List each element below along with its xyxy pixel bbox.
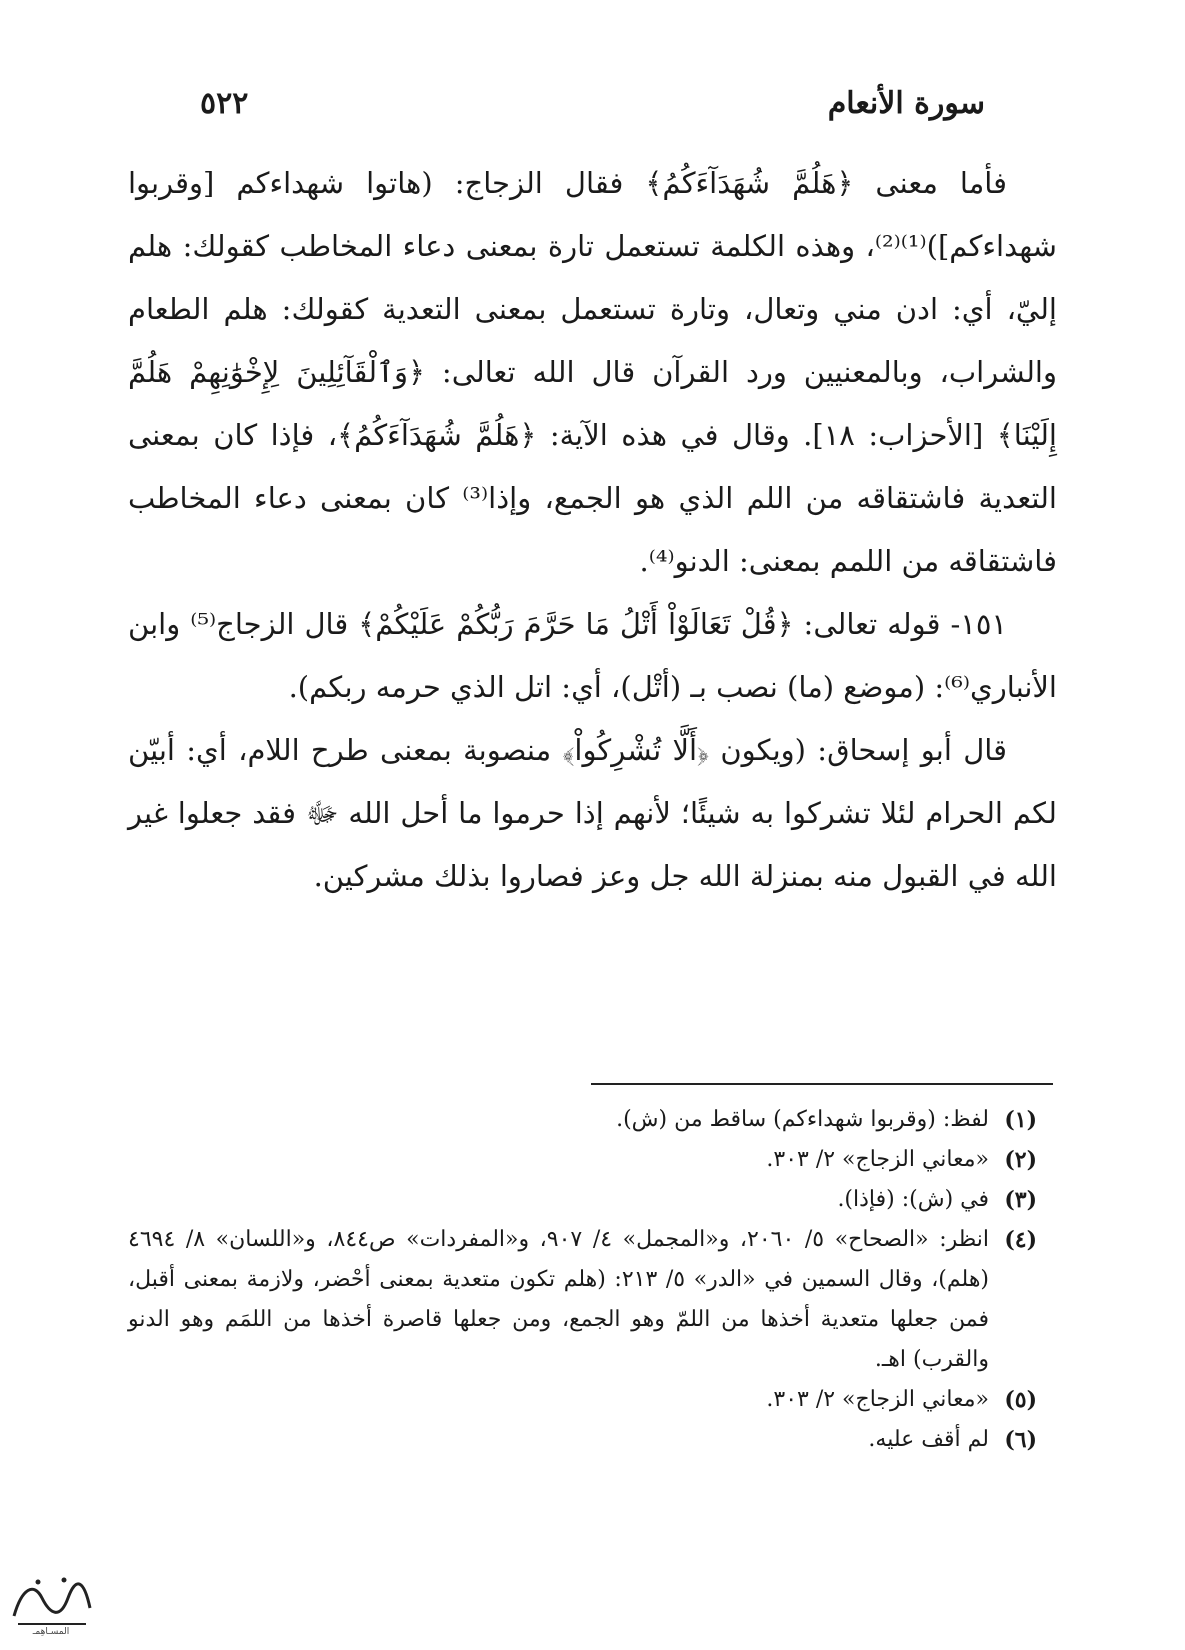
footnote-number: (٢) <box>1004 1147 1037 1173</box>
footnotes <box>128 1100 1037 1460</box>
footnote-text: في (ش): (فإذا). <box>837 1187 989 1212</box>
paragraph-verse-151: ١٥١- قوله تعالى: ﴿قُلْ تَعَالَوْاْ أَتْلُ مَا حَرَّمَ رَبُّكُمْ عَلَيْكُمْ﴾ قال الزجاج⁽⁵⁾ وابن الأنباري⁽⁶⁾: (موضع (ما) نصب بـ (أتْل)، أي: اتل الذي حرمه ربكم). <box>128 607 1057 704</box>
footnote-4 <box>128 1220 1037 1380</box>
footnote-1 <box>128 1100 1037 1140</box>
calligraphy-logo-icon <box>8 1568 94 1636</box>
page-number: ٥٢٢ <box>200 85 249 121</box>
footnote-number: (٣) <box>1004 1187 1037 1213</box>
footnote-6 <box>128 1420 1037 1460</box>
footnote-2 <box>128 1140 1037 1180</box>
footnote-number: (١) <box>1004 1107 1037 1133</box>
footnote-text: انظر: «الصحاح» ٥/ ٢٠٦٠، و«المجمل» ٤/ ٩٠٧، و«المفردات» ص٨٤٤، و«اللسان» ٨/ ٤٦٩٤ (هلم)، وقال السمين في «الدر» ٥/ ٢١٣: (هلم تكون متعدية بمعنى أحْضر، ولازمة بمعنى أقبل، فمن جعلها متعدية أخذها من اللمّ وهو الجمع، ومن جعلها قاصرة أخذها من اللمَم وهو الدنو والقرب) اهـ. <box>128 1227 990 1372</box>
footnote-5 <box>128 1380 1037 1420</box>
logo-text: المسـاهِمـ <box>32 1627 70 1636</box>
paragraph-abu-ishaq: قال أبو إسحاق: (ويكون ﴿أَلَّا تُشْرِكُواْ﴾ منصوبة بمعنى طرح اللام، أي: أبيّن لكم الحرام لئلا تشركوا به شيئًا؛ لأنهم إذا حرموا ما أحل الله ﷻ فقد جعلوا غير الله في القبول منه بمنزلة الله جل وعز فصاروا بذلك مشركين. <box>128 733 1057 893</box>
footnote-text: لفظ: (وقربوا شهداءكم) ساقط من (ش). <box>616 1107 989 1132</box>
footnote-number: (٤) <box>1004 1227 1037 1253</box>
footnote-divider <box>591 1083 1053 1085</box>
footnote-text: «معاني الزجاج» ٢/ ٣٠٣. <box>766 1387 989 1412</box>
main-text <box>128 152 1057 908</box>
footnote-number: (٥) <box>1004 1387 1037 1413</box>
paragraph-hallumma: فأما معنى ﴿هَلُمَّ شُهَدَآءَكُمُ﴾ فقال الزجاج: (هاتوا شهداءكم [وقربوا شهداءكم])⁽¹⁾⁽²⁾، وهذه الكلمة تستعمل تارة بمعنى دعاء المخاطب كقولك: هلم إليّ، أي: ادن مني وتعال، وتارة تستعمل بمعنى التعدية كقولك: هلم الطعام والشراب، وبالمعنيين ورد القرآن قال الله تعالى: ﴿وَٱلْقَآئِلِينَ لِإِخْوَٰنِهِمْ هَلُمَّ إِلَيْنَا﴾ [الأحزاب: ١٨]. وقال في هذه الآية: ﴿هَلُمَّ شُهَدَآءَكُمُ﴾، فإذا كان بمعنى التعدية فاشتقاقه من اللم الذي هو الجمع، وإذا⁽³⁾ كان بمعنى دعاء المخاطب فاشتقاقه من اللمم بمعنى: الدنو⁽⁴⁾. <box>128 166 1057 578</box>
footnote-text: «معاني الزجاج» ٢/ ٣٠٣. <box>766 1147 989 1172</box>
footnote-3 <box>128 1180 1037 1220</box>
footnote-number: (٦) <box>1004 1427 1037 1453</box>
page-header <box>200 78 985 128</box>
footnote-text: لم أقف عليه. <box>868 1427 989 1452</box>
surah-title: سورة الأنعام <box>827 85 985 121</box>
